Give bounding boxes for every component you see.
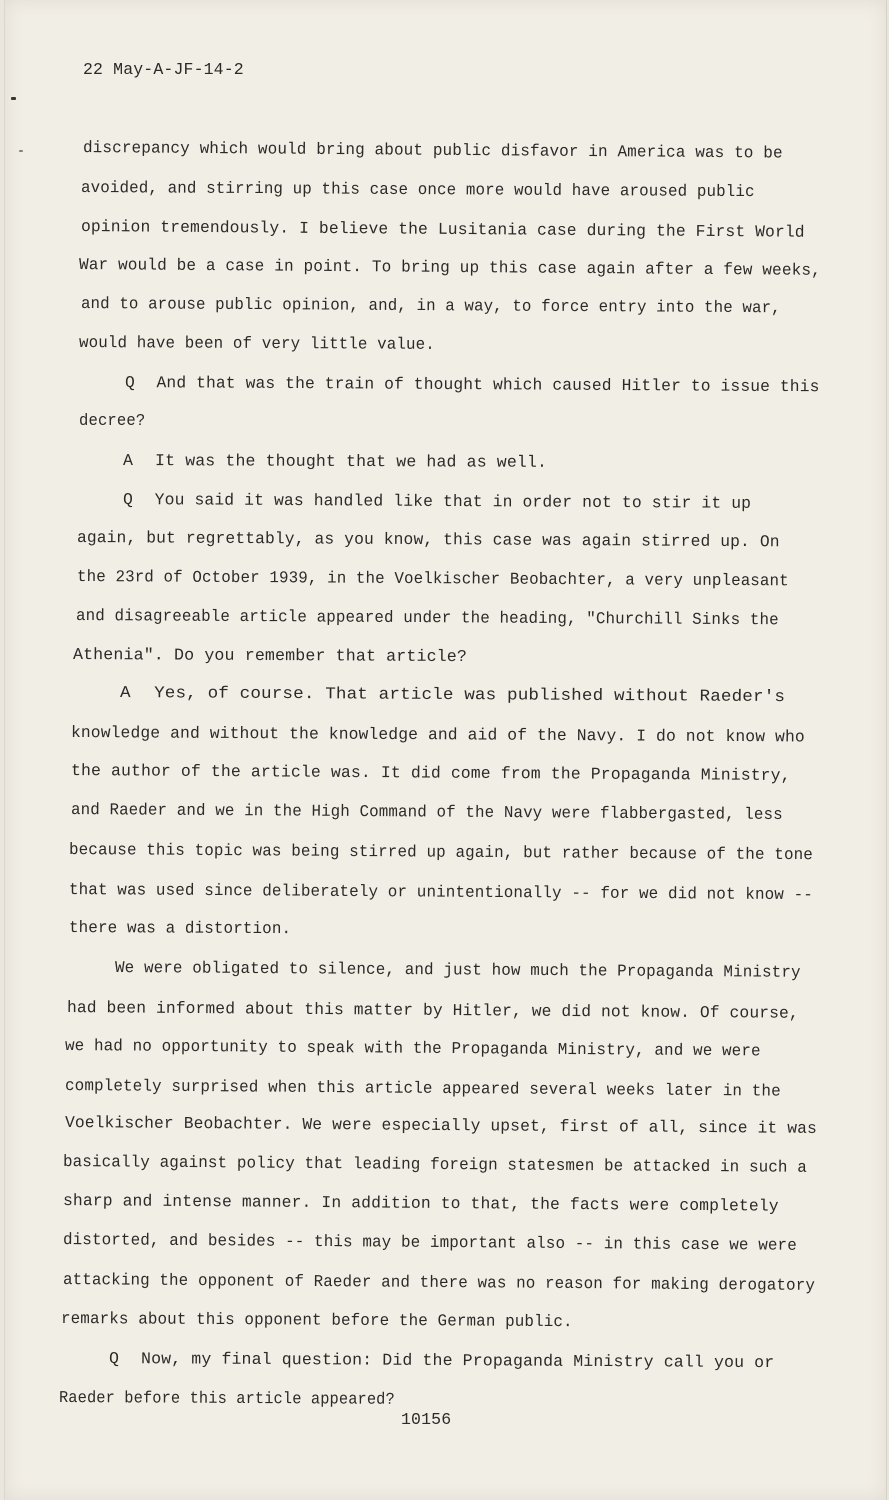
line-text: and disagreeable article appeared under the heading, "Churchill Sinks the	[75, 606, 779, 630]
line-text: War would be a case in point. To bring up this case again after a few weeks,	[78, 255, 821, 280]
text-line	[63, 1270, 815, 1296]
text-line	[65, 1076, 781, 1102]
text-line	[73, 645, 467, 667]
page-header: 22 May-A-JF-14-2	[83, 60, 244, 79]
text-line	[77, 528, 780, 552]
line-text: had been informed about this matter by Hitler, we did not know. Of course,	[66, 998, 799, 1023]
text-line	[71, 761, 791, 786]
text-line	[79, 333, 435, 355]
line-text: and to arouse public opinion, and, in a way, to force entry into the war,	[80, 294, 781, 318]
line-text: Yes, of course. That article was published without Raeder's	[154, 683, 786, 707]
line-text: We were obligated to silence, and just how much the Propaganda Ministry	[114, 958, 801, 982]
text-line	[63, 1152, 807, 1178]
text-line	[81, 294, 781, 318]
text-line	[79, 411, 145, 431]
line-text: the 23rd of October 1939, in the Voelkischer Beobachter, a very unpleasant	[76, 567, 789, 591]
line-text: again, but regrettably, as you know, this case was again stirred up. On	[76, 528, 780, 552]
line-text: and Raeder and we in the High Command of the Navy were flabbergasted, less	[70, 800, 783, 824]
text-line	[109, 1349, 774, 1373]
line-text: opinion tremendously. I believe the Lusitania case during the First World	[80, 217, 805, 242]
speaker-label: Q	[108, 1349, 120, 1369]
line-text: Now, my final question: Did the Propaganda Ministry call you or	[141, 1349, 775, 1373]
line-text: because this topic was being stirred up again, but rather because of the tone	[68, 840, 814, 865]
line-text: remarks about this opponent before the German public.	[60, 1309, 573, 1332]
text-line	[123, 451, 547, 473]
line-text: Athenia". Do you remember that article?	[72, 645, 468, 667]
line-text: distorted, and besides -- this may be important also -- in this case we were	[62, 1230, 797, 1255]
speaker-label: Q	[124, 373, 135, 393]
text-line	[69, 840, 813, 865]
margin-mark	[19, 150, 23, 152]
line-text: there was a distortion.	[68, 918, 292, 939]
text-line	[81, 217, 805, 243]
text-line	[65, 1113, 817, 1139]
text-line	[125, 373, 820, 397]
text-line	[81, 178, 755, 202]
text-line	[69, 918, 291, 939]
text-line	[120, 683, 785, 707]
margin-mark	[11, 97, 16, 100]
line-text: sharp and intense manner. In addition to that, the facts were completely	[62, 1191, 779, 1216]
line-text: we had no opportunity to speak with the Propaganda Ministry, and we were	[64, 1036, 761, 1061]
speaker-label: Q	[122, 490, 134, 510]
text-line	[63, 1230, 797, 1256]
line-text: knowledge and without the knowledge and aid of the Navy. I do not know who	[70, 723, 805, 747]
speaker-label: A	[119, 683, 131, 703]
line-text: Voelkischer Beobachter. We were especially upset, first of all, since it was	[64, 1113, 817, 1138]
line-text: Raeder before this article appeared?	[58, 1388, 395, 1409]
text-line	[77, 567, 789, 591]
line-text: basically against policy that leading foreign statesmen be attacked in such a	[62, 1152, 808, 1177]
line-text: that was used since deliberately or unintentionally -- for we did not know --	[68, 880, 814, 905]
speaker-label: A	[122, 451, 134, 471]
line-text: attacking the opponent of Raeder and there was no reason for making derogatory	[62, 1270, 816, 1295]
text-line	[71, 723, 805, 747]
text-line	[71, 800, 783, 825]
line-text: You said it was handled like that in order not to stir it up	[154, 490, 752, 513]
line-text: decree?	[79, 411, 146, 430]
line-text: discrepancy which would bring about public disfavor in America was to be	[82, 138, 783, 163]
line-text: It was the thought that we had as well.	[155, 451, 548, 472]
text-line	[59, 1388, 395, 1410]
text-line	[61, 1309, 573, 1332]
line-text: completely surprised when this article appeared several weeks later in the	[64, 1076, 781, 1101]
text-line	[67, 998, 799, 1024]
text-line	[83, 138, 783, 163]
text-line	[69, 880, 813, 905]
transcript-page	[4, 0, 887, 1500]
text-line	[65, 1036, 761, 1061]
text-line	[115, 958, 801, 983]
line-text: avoided, and stirring up this case once more would have aroused public	[80, 178, 755, 202]
text-line	[63, 1191, 779, 1217]
page-number: 10156	[401, 1410, 452, 1429]
text-line	[79, 255, 821, 281]
line-text: would have been of very little value.	[78, 333, 435, 354]
text-line	[123, 490, 751, 514]
text-line	[76, 606, 779, 630]
line-text: And that was the train of thought which caused Hitler to issue this	[156, 373, 820, 397]
line-text: the author of the article was. It did come from the Propaganda Ministry,	[70, 761, 791, 786]
